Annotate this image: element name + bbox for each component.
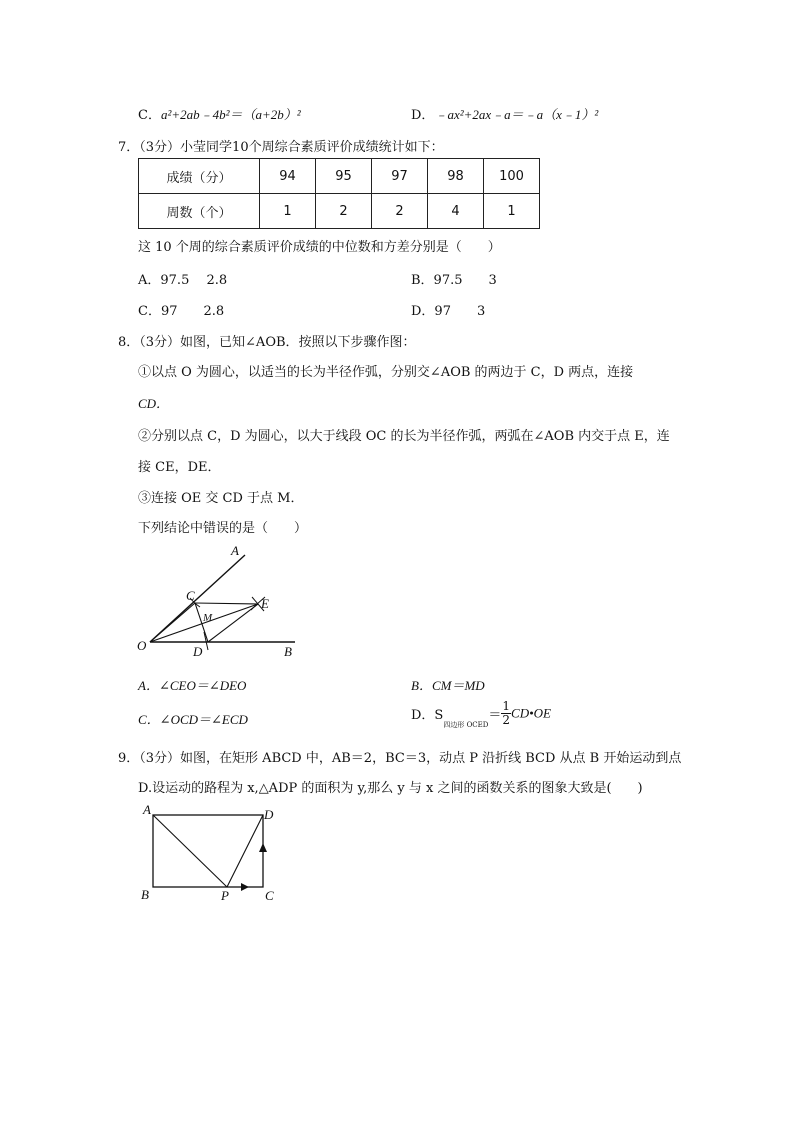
label-a: A xyxy=(143,802,151,817)
table-cell: 1 xyxy=(260,194,316,229)
label-c: C xyxy=(265,888,274,903)
label-m: M xyxy=(203,612,213,624)
q7-option-a: A．97.5 2.8 xyxy=(138,273,228,288)
arrow-up-icon xyxy=(259,843,267,852)
q8-option-b: B．CM＝MD xyxy=(411,678,485,693)
table-cell: 95 xyxy=(316,159,372,194)
q8-step2-line2: 接 CE，DE． xyxy=(138,460,221,475)
q8-option-d-equals: ＝ xyxy=(488,708,502,723)
q9-stem-line1: 9．（3分）如图，在矩形 ABCD 中，AB＝2，BC＝3，动点 P 沿折线 BCD 从点 B 开始运动到点 xyxy=(118,751,682,766)
table-cell: 周数（个） xyxy=(139,194,260,229)
q8-option-d-subscript: 四边形 OCED xyxy=(443,721,489,729)
q9-rectangle-figure xyxy=(135,800,285,910)
table-cell: 4 xyxy=(428,194,484,229)
q8-option-d-prefix: D．S xyxy=(411,708,444,723)
table-cell: 97 xyxy=(372,159,428,194)
q8-step2-line1: ②分别以点 C，D 为圆心，以大于线段 OC 的长为半径作弧，两弧在∠AOB 内交于点 E，连 xyxy=(138,429,670,444)
table-row xyxy=(139,159,540,194)
segment-dp xyxy=(227,815,263,887)
q8-angle-figure xyxy=(130,540,310,665)
q8-option-d-suffix: CD•OE xyxy=(511,705,551,721)
q8-question: 下列结论中错误的是（ ） xyxy=(138,521,308,536)
q6-option-c xyxy=(138,104,301,123)
q8-option-a: A．∠CEO＝∠DEO xyxy=(138,678,247,693)
q8-step1-line2: CD． xyxy=(138,396,170,411)
table-row xyxy=(139,194,540,229)
fraction-numerator: 1 xyxy=(502,699,511,713)
label-e: E xyxy=(261,596,269,611)
label-d: D xyxy=(264,807,274,822)
q6-option-c-expr: a²+2ab﹣4b²＝（a+2b）² xyxy=(160,107,301,122)
segment-oc xyxy=(150,603,195,642)
segment-de xyxy=(208,604,258,642)
table-cell: 成绩（分） xyxy=(139,159,260,194)
q8-option-c: C．∠OCD＝∠ECD xyxy=(138,712,248,727)
q8-step3: ③连接 OE 交 CD 于点 M． xyxy=(138,491,304,506)
rectangle-abcd xyxy=(153,815,263,887)
q7-option-d: D．97 3 xyxy=(411,304,486,319)
q6-option-d xyxy=(411,104,598,123)
q6-option-d-label: D． xyxy=(411,108,435,123)
table-cell: 98 xyxy=(428,159,484,194)
label-b: B xyxy=(284,644,292,659)
table-cell: 100 xyxy=(484,159,540,194)
segment-ce xyxy=(195,603,258,604)
label-p: P xyxy=(221,888,229,903)
segment-ap xyxy=(153,815,227,887)
q8-option-d-fraction xyxy=(501,700,511,727)
q7-option-b: B．97.5 3 xyxy=(411,273,497,288)
label-c: C xyxy=(186,588,195,603)
q8-step1-line1: ①以点 O 为圆心，以适当的长为半径作弧，分别交∠AOB 的两边于 C，D 两点，连接 xyxy=(138,365,634,380)
label-o: O xyxy=(137,638,147,653)
q6-option-c-label: C． xyxy=(138,108,161,123)
q7-stem: 7．（3分）小莹同学10个周综合素质评价成绩统计如下： xyxy=(118,140,444,155)
q9-stem-line2: D.设运动的路程为 x,△ADP 的面积为 y,那么 y 与 x 之间的函数关系的图象大致是( ) xyxy=(138,781,643,796)
q7-question: 这 10 个周的综合素质评价成绩的中位数和方差分别是（ ） xyxy=(138,240,501,255)
table-cell: 1 xyxy=(484,194,540,229)
q8-stem: 8．（3分）如图，已知∠AOB．按照以下步骤作图： xyxy=(118,335,416,350)
q8-option-d xyxy=(411,700,551,730)
q6-option-d-expr: ﹣ax²+2ax﹣a＝﹣a（x﹣1）² xyxy=(434,107,599,122)
label-d: D xyxy=(193,644,203,659)
arrow-right-icon xyxy=(241,883,249,891)
label-b: B xyxy=(141,887,149,902)
fraction-denominator: 2 xyxy=(502,713,511,727)
table-cell: 2 xyxy=(316,194,372,229)
label-a: A xyxy=(231,543,239,558)
q7-option-c: C．97 2.8 xyxy=(138,304,225,319)
table-cell: 2 xyxy=(372,194,428,229)
table-cell: 94 xyxy=(260,159,316,194)
q7-score-table xyxy=(138,158,540,229)
